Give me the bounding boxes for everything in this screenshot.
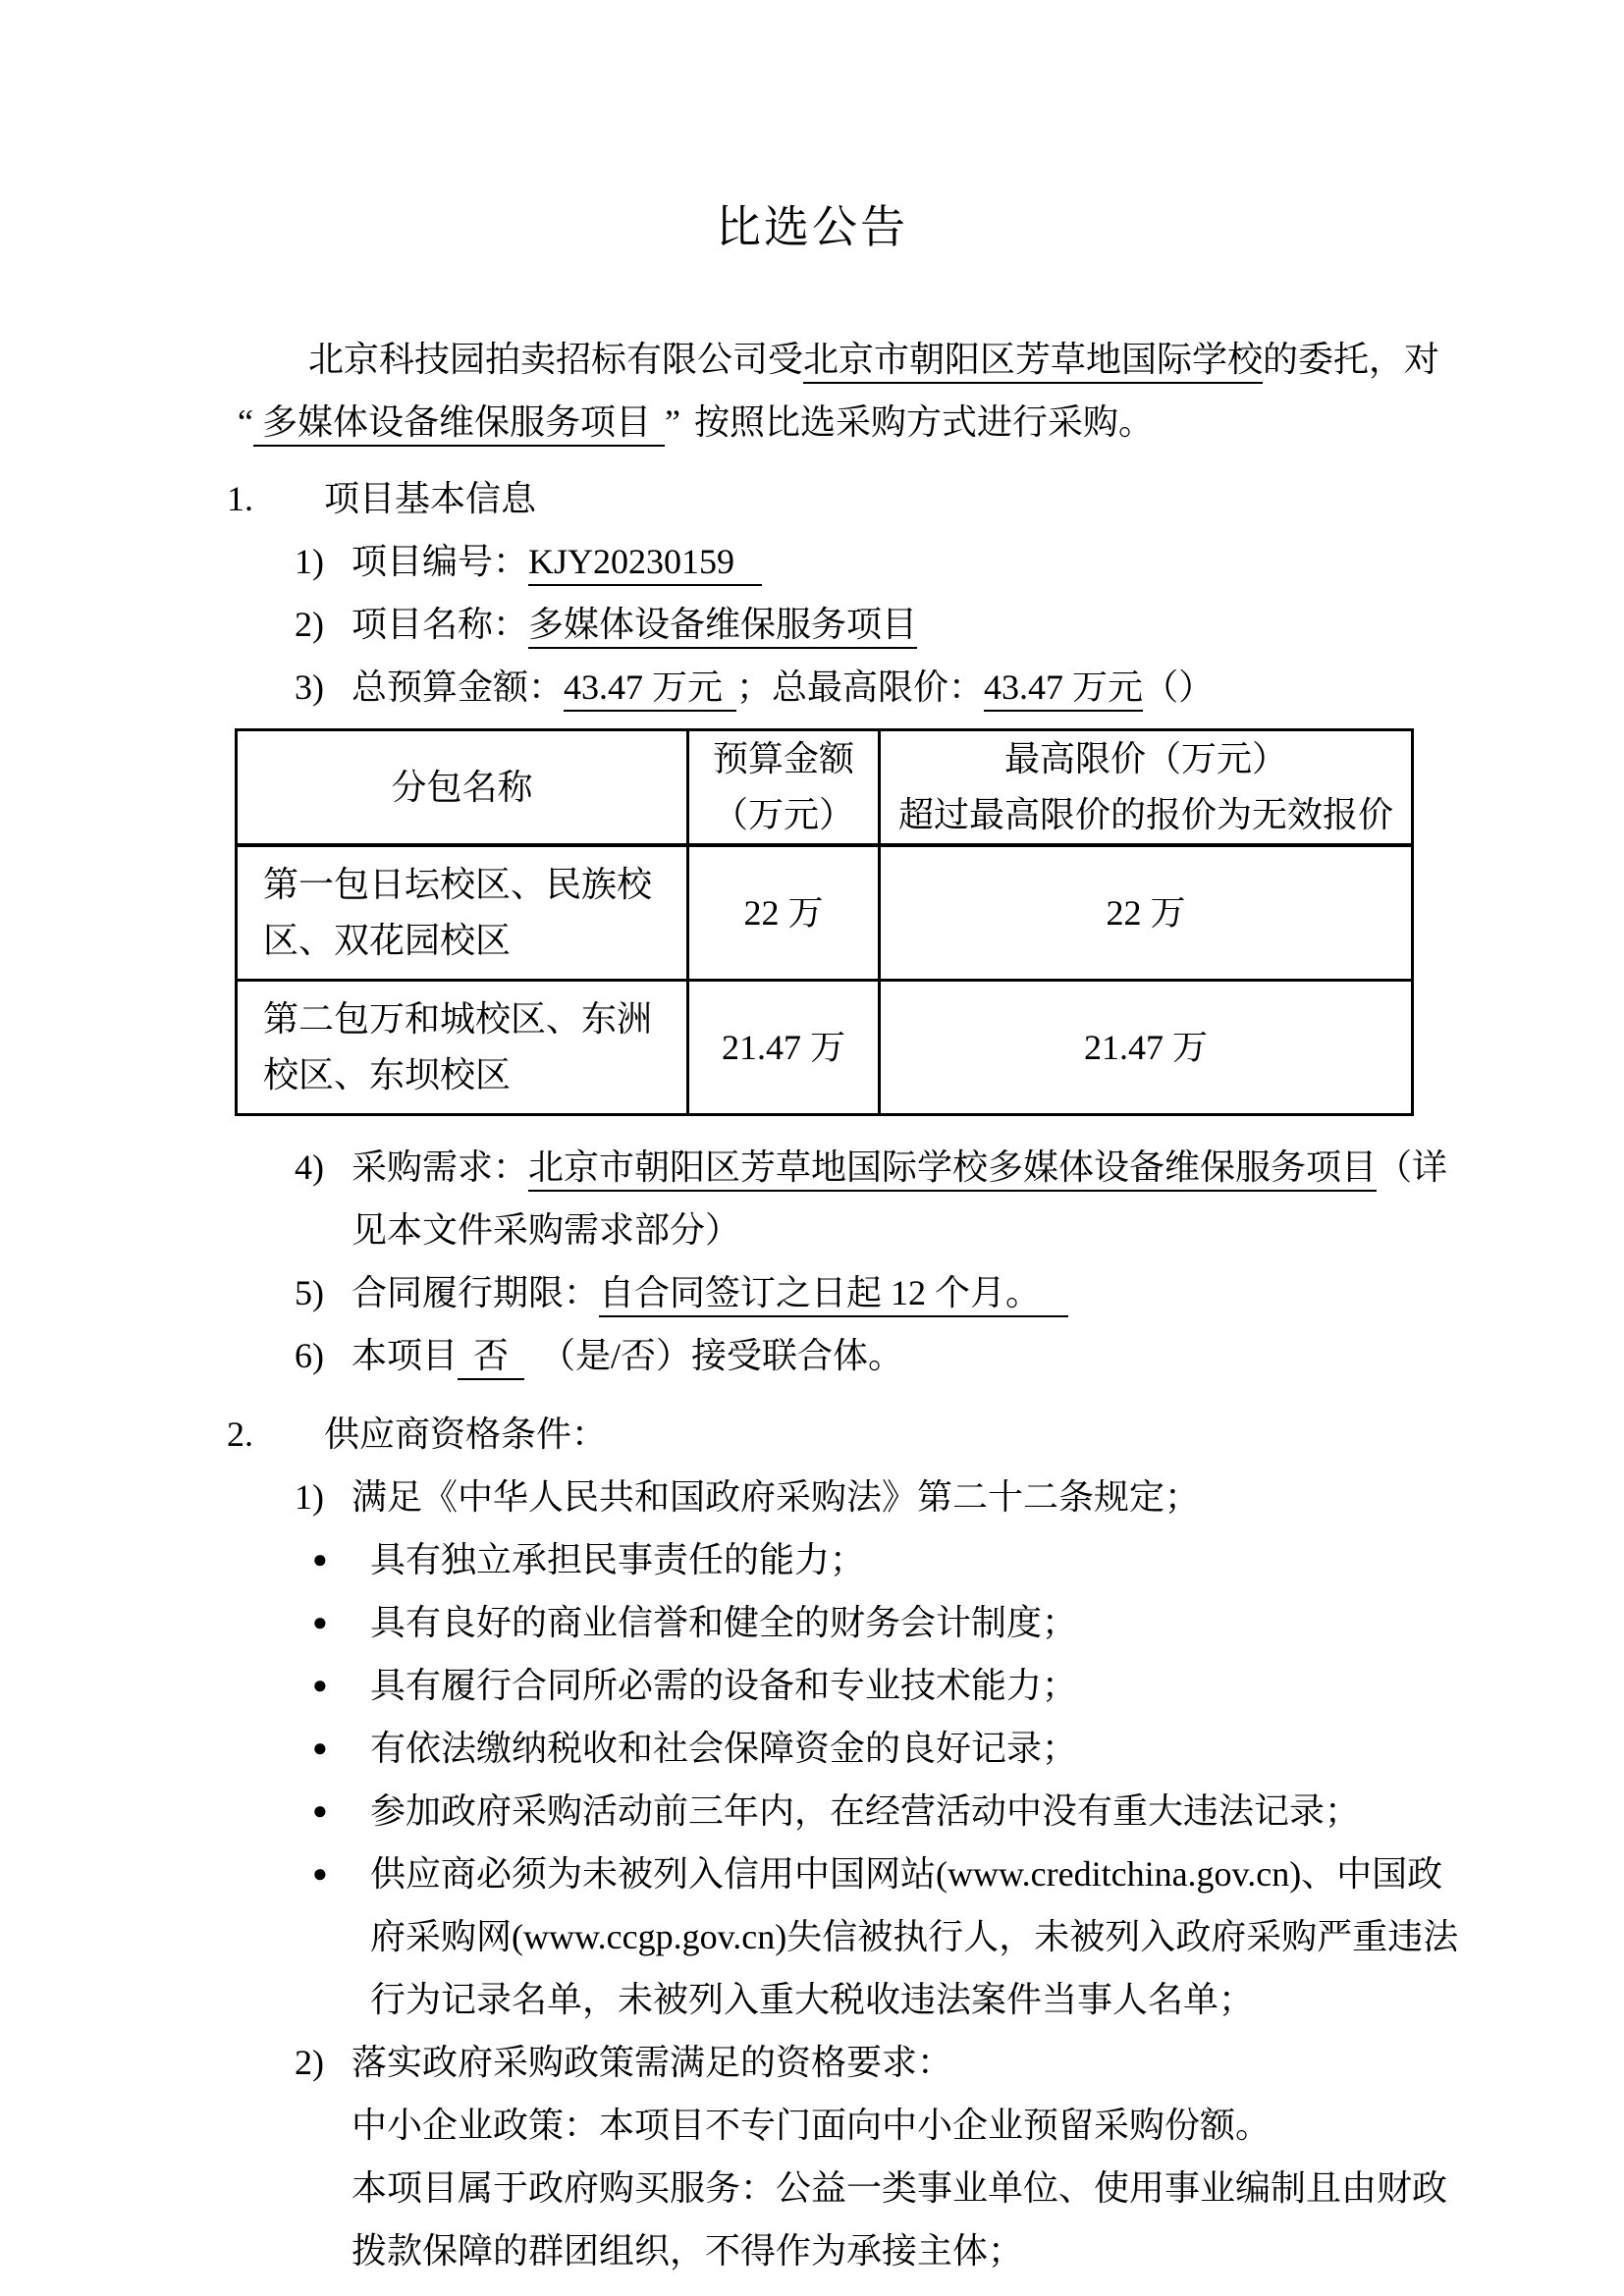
item-consortium xyxy=(295,1324,1624,1387)
project-code-value: KJY20230159 xyxy=(528,542,762,586)
item-number: 2) xyxy=(295,605,324,644)
client-name-underlined: 北京市朝阳区芳草地国际学校 xyxy=(803,340,1263,384)
table-header-max-price-line2: 超过最高限价的报价为无效报价 xyxy=(897,795,1393,834)
open-quote: “ xyxy=(238,402,253,442)
bullet-text: 具有良好的商业信誉和健全的财务会计制度； xyxy=(370,1603,1078,1642)
qualification-bullet-6 xyxy=(312,1842,1624,2031)
bullet-dot-icon: ● xyxy=(312,1671,328,1699)
item-number: 4) xyxy=(295,1148,324,1187)
bullet-text: 有依法缴纳税收和社会保障资金的良好记录； xyxy=(370,1729,1078,1768)
intro-text: 按照比选采购方式进行采购。 xyxy=(693,402,1154,442)
item-number: 6) xyxy=(295,1336,324,1375)
qualification-bullet-2 xyxy=(312,1591,1624,1654)
gov-purchase-service-lines: 本项目属于政府购买服务：公益一类事业单位、使用事业编制且由财政拨款保障的群团组织，不得作为承接主体； xyxy=(352,2168,1448,2270)
item-number: 2) xyxy=(295,2043,324,2082)
item-prefix: 本项目 xyxy=(352,1336,459,1375)
project-name-value: 多媒体设备维保服务项目 xyxy=(528,605,917,649)
table-header-budget-line1: 预算金额 xyxy=(712,739,854,778)
bullet-dot-icon: ● xyxy=(312,1796,328,1825)
total-budget-value: 43.47 万元 xyxy=(564,667,736,712)
table-header-row xyxy=(237,730,1413,846)
page-title: 比选公告 xyxy=(716,201,908,252)
table-header-max-price-line1: 最高限价（万元） xyxy=(1003,739,1287,778)
section-1-heading xyxy=(227,467,1624,530)
qualification-item-1-text: 满足《中华人民共和国政府采购法》第二十二条规定； xyxy=(352,1477,1201,1517)
intro-paragraph-line-1 xyxy=(308,328,1624,391)
bullet-text: 参加政府采购活动前三年内，在经营活动中没有重大违法记录； xyxy=(370,1791,1361,1831)
bullet-text: 具有独立承担民事责任的能力； xyxy=(370,1540,866,1579)
contract-term-value: 自合同签订之日起 12 个月。 xyxy=(599,1273,1068,1317)
item-label: 总预算金额： xyxy=(352,667,565,707)
section-1-number: 1. xyxy=(227,479,253,518)
section-1-title: 项目基本信息 xyxy=(324,479,537,518)
item-procurement-need-line1 xyxy=(295,1136,1624,1199)
procurement-need-value: 北京市朝阳区芳草地国际学校多媒体设备维保服务项目 xyxy=(528,1148,1377,1192)
bullet-dot-icon: ● xyxy=(312,1545,328,1574)
item-label: 项目名称： xyxy=(352,605,529,644)
section-2-title: 供应商资格条件： xyxy=(324,1415,608,1454)
consortium-answer-value: 否 xyxy=(458,1336,524,1380)
qualification-bullet-3 xyxy=(312,1654,1624,1717)
qualification-item-1 xyxy=(295,1466,1624,1528)
item-number: 1) xyxy=(295,1477,324,1517)
package-2-name: 第二包万和城校区、东洲校区、东坝校区 xyxy=(237,981,688,1115)
item-tail: （详 xyxy=(1377,1148,1448,1187)
section-2-number: 2. xyxy=(227,1415,253,1454)
item-suffix: （是/否）接受联合体。 xyxy=(540,1336,904,1375)
package-2-budget: 21.47 万 xyxy=(688,981,880,1115)
table-header-budget xyxy=(688,730,880,846)
bullet-text: 供应商必须为未被列入信用中国网站(www.creditchina.gov.cn)、中国政府采购网(www.ccgp.gov.cn)失信被执行人，未被列入政府采购严重违法行为记录名单，未被列入重大税收违法案件当事人名单； xyxy=(370,1854,1459,2019)
item-contract-term xyxy=(295,1261,1624,1324)
qualification-bullet-4 xyxy=(312,1717,1624,1780)
table-row xyxy=(237,981,1413,1115)
item-suffix: （） xyxy=(1143,667,1215,707)
lots-table xyxy=(235,728,1414,1116)
project-name-underlined: 多媒体设备维保服务项目 xyxy=(253,402,665,447)
item-label: 项目编号： xyxy=(352,542,529,581)
qualification-item-2 xyxy=(295,2031,1624,2094)
item-number: 5) xyxy=(295,1273,324,1312)
package-2-limit: 21.47 万 xyxy=(880,981,1413,1115)
table-header-budget-line2: （万元） xyxy=(712,795,854,834)
package-1-budget: 22 万 xyxy=(688,845,880,981)
item-procurement-need-line2: 见本文件采购需求部分） xyxy=(352,1210,741,1250)
table-header-package-name: 分包名称 xyxy=(237,730,688,846)
item-label: ；总最高限价： xyxy=(736,667,985,707)
item-label: 采购需求： xyxy=(352,1148,529,1187)
max-price-value: 43.47 万元 xyxy=(984,667,1143,712)
section-2-heading xyxy=(227,1403,1624,1466)
package-1-name: 第一包日坛校区、民族校区、双花园校区 xyxy=(237,845,688,981)
item-project-name xyxy=(295,593,1624,656)
bullet-dot-icon: ● xyxy=(312,1608,328,1636)
bullet-dot-icon: ● xyxy=(312,1734,328,1762)
item-budget xyxy=(295,656,1624,719)
close-quote: ” xyxy=(665,402,680,442)
qualification-bullet-5 xyxy=(312,1780,1624,1842)
qualification-item-2-text: 落实政府采购政策需满足的资格要求： xyxy=(352,2043,953,2082)
intro-text: 的委托，对 xyxy=(1263,340,1440,379)
table-row xyxy=(237,845,1413,981)
bullet-text: 具有履行合同所必需的设备和专业技术能力； xyxy=(370,1666,1078,1705)
sme-policy-line: 中小企业政策：本项目不专门面向中小企业预留采购份额。 xyxy=(352,2106,1272,2145)
package-1-limit: 22 万 xyxy=(880,845,1413,981)
table-header-max-price xyxy=(880,730,1413,846)
item-number: 3) xyxy=(295,667,324,707)
qualification-bullet-1 xyxy=(312,1528,1624,1591)
item-project-code xyxy=(295,530,1624,593)
item-number: 1) xyxy=(295,542,324,581)
intro-paragraph-line-2 xyxy=(238,391,1624,454)
item-label: 合同履行期限： xyxy=(352,1273,600,1312)
bullet-dot-icon: ● xyxy=(312,1859,328,1888)
intro-text: 北京科技园拍卖招标有限公司受 xyxy=(308,340,804,379)
